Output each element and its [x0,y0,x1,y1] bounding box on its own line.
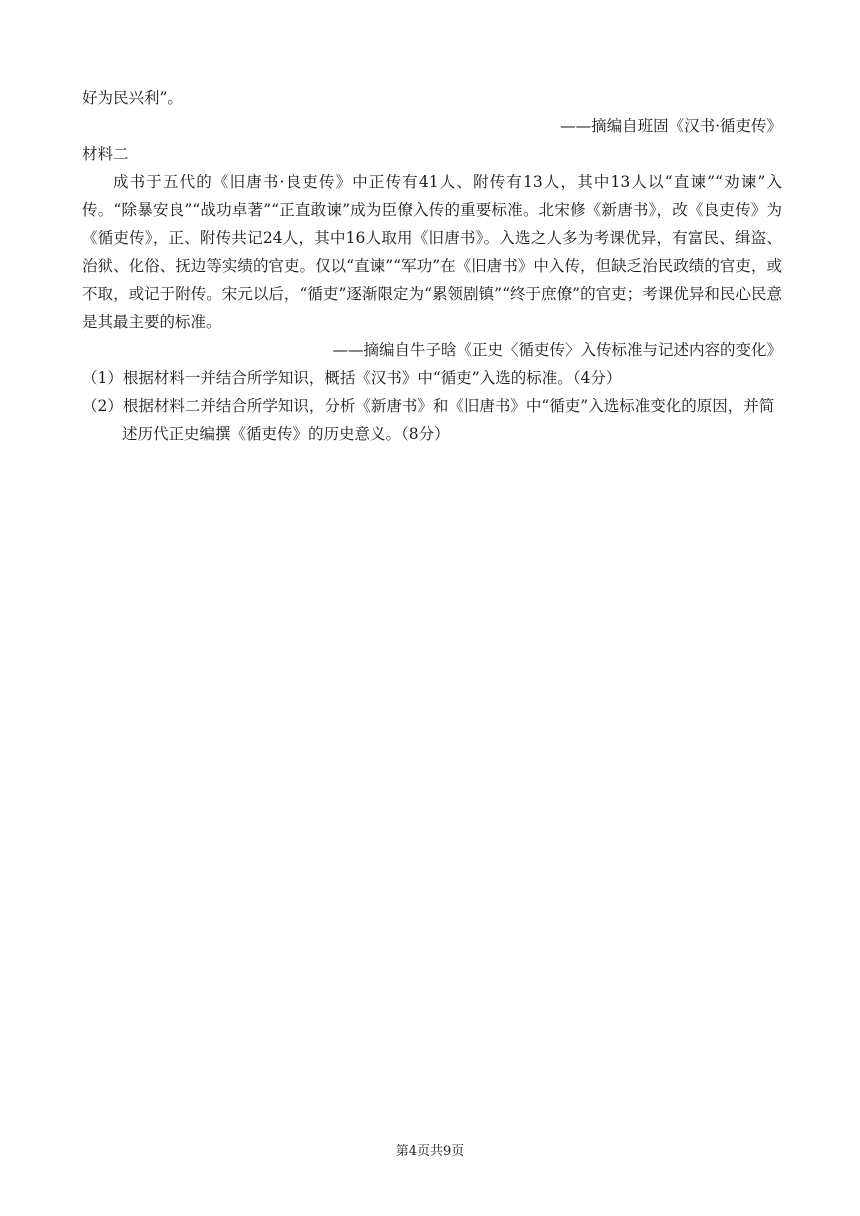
material-two-source: ——摘编自牛子晗《正史〈循吏传〉入传标准与记述内容的变化》 [332,341,782,359]
material-two-body: 成书于五代的《旧唐书·良吏传》中正传有41人、附传有13人，其中13人以“直谏”“劝谏”入传。“除暴安良”“战功卓著”“正直敢谏”成为臣僚入传的重要标准。北宋修《新唐书》，改《良吏传》为《循吏传》，正、附传共记24人，其中16人取用《旧唐书》。入选之人多为考课优异，有富民、缉盗、治狱、化俗、抚边等实绩的官吏。仅以“直谏”“军功”在《旧唐书》中入传，但缺乏治民政绩的官吏，或不取，或记于附传。宋元以后，“循吏”逐渐限定为“累领剧镇”“终于庶僚”的官吏；考课优异和民心民意是其最主要的标准。 [82,173,782,331]
material-one-tail-text: 好为民兴利”。 [82,89,183,107]
material-two-heading: 材料二 [82,145,129,163]
question-1: （1）根据材料一并结合所学知识，概括《汉书》中“循吏”入选的标准。（4分） [82,369,622,387]
material-one-source: ——摘编自班固《汉书·循吏传》 [560,117,782,135]
exam-page-content [82,84,782,448]
question-2: （2）根据材料二并结合所学知识，分析《新唐书》和《旧唐书》中“循吏”入选标准变化的原因，并简述历代正史编撰《循吏传》的历史意义。（8分） [82,397,775,443]
page-number: 第4页共9页 [395,1144,465,1159]
